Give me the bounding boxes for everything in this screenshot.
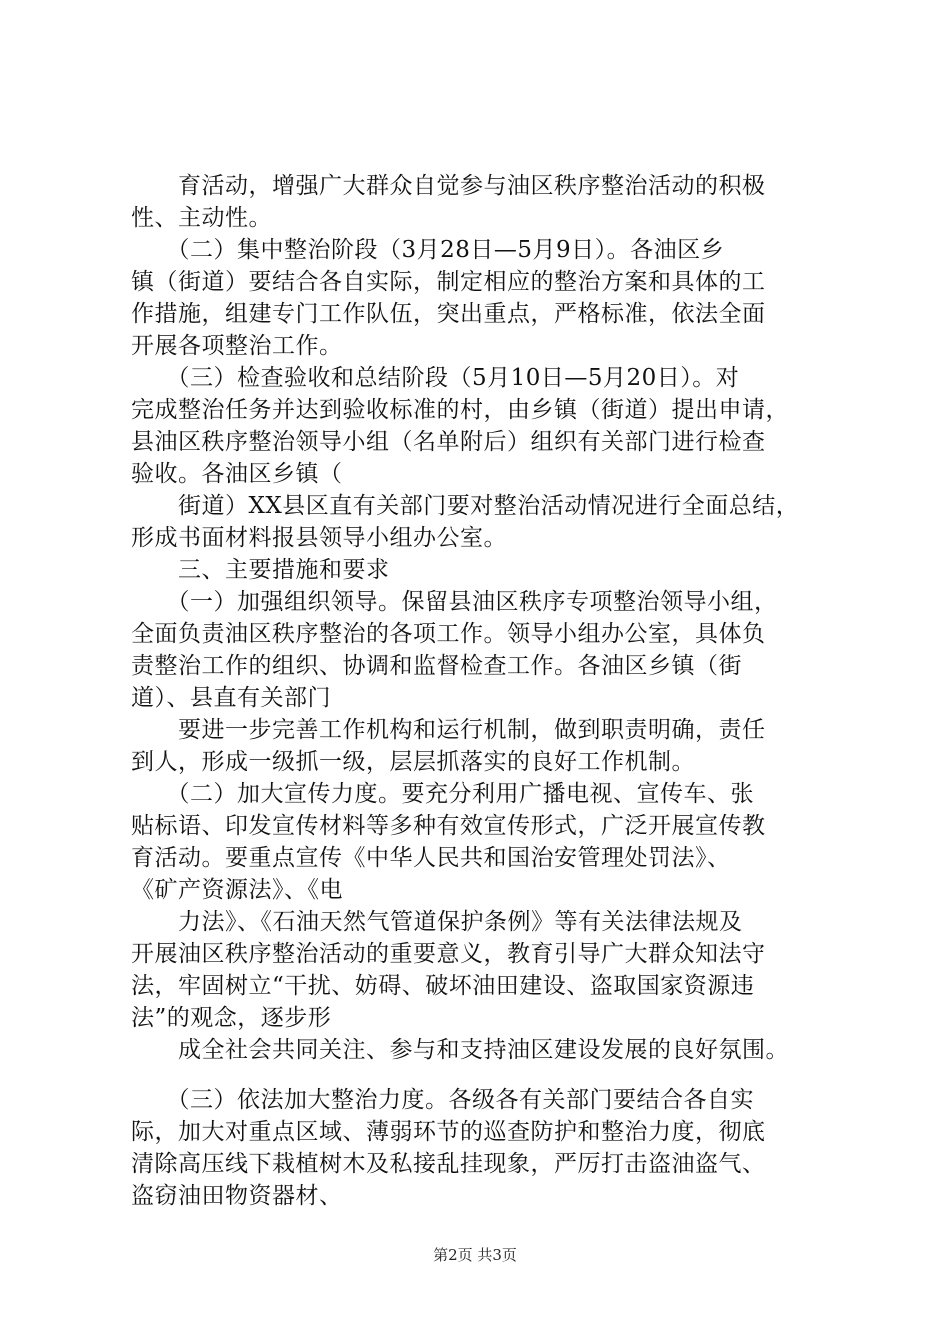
text-line: 形成书面材料报县领导小组办公室。 <box>131 525 507 551</box>
text-line: 开展油区秩序整治活动的重要意义，教育引导广大群众知法守 <box>131 941 766 967</box>
text-line: （二）集中整治阶段（3月28日—5月9日）。各油区乡 <box>131 237 725 263</box>
text-line: （二）加大宣传力度。要充分利用广播电视、宣传车、张 <box>131 781 754 807</box>
paragraph-gap <box>131 1066 831 1084</box>
text-line: 开展各项整治工作。 <box>131 333 343 359</box>
text-line: 盗窃油田物资器材、 <box>131 1183 343 1209</box>
text-line: 育活动，增强广大群众自觉参与油区秩序整治活动的积极 <box>131 173 766 199</box>
text-line: 际，加大对重点区域、薄弱环节的巡查防护和整治力度，彻底 <box>131 1119 766 1145</box>
section-heading: 三、主要措施和要求 <box>131 557 390 583</box>
text-line: 性、主动性。 <box>131 205 272 231</box>
text-line: 全面负责油区秩序整治的各项工作。领导小组办公室，具体负 <box>131 621 766 647</box>
text-line: 县油区秩序整治领导小组（名单附后）组织有关部门进行检查 <box>131 429 766 455</box>
text-line: 成全社会共同关注、参与和支持油区建设发展的良好氛围。 <box>131 1037 789 1063</box>
text-line: 道）、县直有关部门 <box>131 685 331 711</box>
text-line: （一）加强组织领导。保留县油区秩序专项整治领导小组， <box>131 589 778 615</box>
text-line: 法”的观念，逐步形 <box>131 1005 332 1031</box>
text-line: 要进一步完善工作机构和运行机制，做到职责明确，责任 <box>131 717 766 743</box>
text-line: 作措施，组建专门工作队伍，突出重点，严格标准，依法全面 <box>131 301 766 327</box>
text-line: 力法》、《石油天然气管道保护条例》等有关法律法规及 <box>131 909 743 935</box>
text-line: 清除高压线下栽植树木及私接乱挂现象，严厉打击盗油盗气、 <box>131 1151 766 1177</box>
text-line: （三）依法加大整治力度。各级各有关部门要结合各自实 <box>131 1087 754 1113</box>
text-line: 法，牢固树立“干扰、妨碍、破坏油田建设、盗取国家资源违 <box>131 973 755 999</box>
text-line: 贴标语、印发宣传材料等多种有效宣传形式，广泛开展宣传教 <box>131 813 766 839</box>
document-body <box>131 170 831 1212</box>
text-line: 责整治工作的组织、协调和监督检查工作。各油区乡镇（街 <box>131 653 742 679</box>
text-line: 《矿产资源法》、《电 <box>131 877 343 903</box>
text-line: 街道）XX县区直有关部门要对整治活动情况进行全面总结， <box>131 493 800 519</box>
page-footer: 第2页 共3页 <box>433 1246 517 1264</box>
text-line: 镇（街道）要结合各自实际，制定相应的整治方案和具体的工 <box>131 269 766 295</box>
text-line: 完成整治任务并达到验收标准的村，由乡镇（街道）提出申请， <box>131 397 789 423</box>
text-line: 验收。各油区乡镇（ <box>131 461 343 487</box>
text-line: 到人，形成一级抓一级，层层抓落实的良好工作机制。 <box>131 749 695 775</box>
text-line: （三）检查验收和总结阶段（5月10日—5月20日）。对 <box>131 365 740 391</box>
text-line: 育活动。要重点宣传《中华人民共和国治安管理处罚法》、 <box>131 845 731 871</box>
